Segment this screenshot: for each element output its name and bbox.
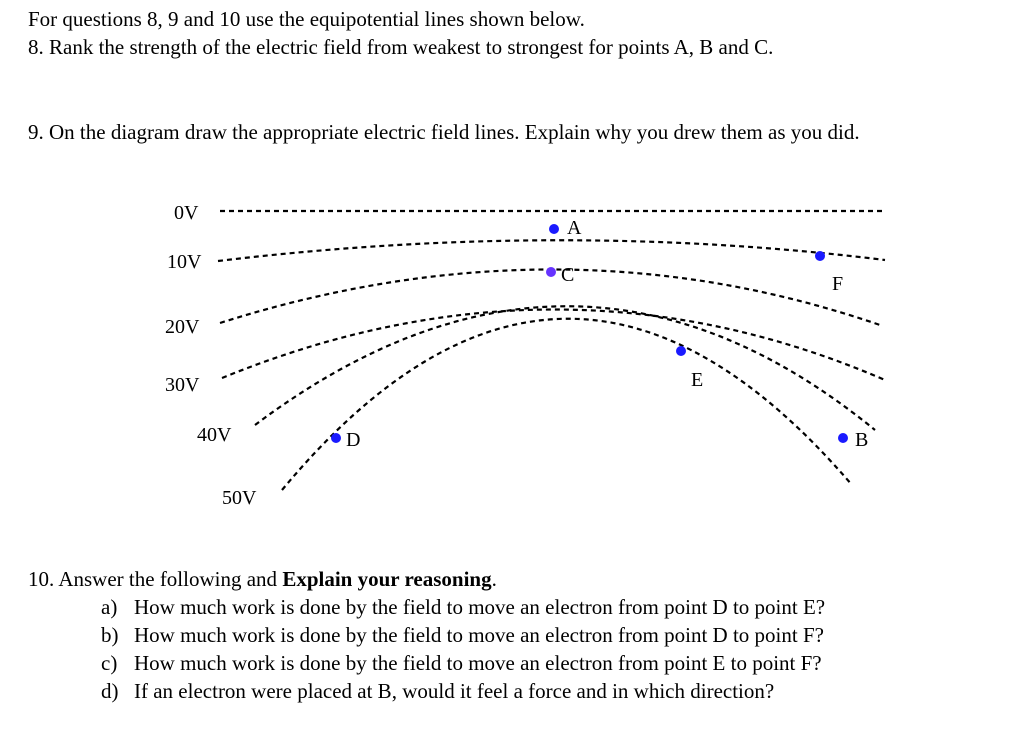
point-e-dot: [676, 346, 686, 356]
question-10a-label: a): [101, 595, 118, 619]
question-10d-label: d): [101, 679, 119, 703]
question-10a-text: How much work is done by the field to move an electron from point D to point E?: [134, 595, 826, 619]
point-f-dot: [815, 251, 825, 261]
point-b-dot: [838, 433, 848, 443]
label-20v: 20V: [165, 316, 200, 338]
question-10b-text: How much work is done by the field to move an electron from point D to point F?: [134, 623, 824, 647]
equipotential-line-40v: [255, 306, 875, 430]
label-40v: 40V: [197, 424, 232, 446]
question-10b-label: b): [101, 623, 119, 647]
point-a-dot: [549, 224, 559, 234]
question-10-text: Answer the following and: [58, 567, 283, 591]
label-30v: 30V: [165, 374, 200, 396]
question-10-number: 10.: [28, 567, 55, 591]
equipotential-line-50v: [282, 319, 852, 490]
label-50v: 50V: [222, 487, 257, 509]
question-8-text: Rank the strength of the electric field from weakest to strongest for points A, B and C.: [49, 35, 774, 59]
equipotential-line-10v: [218, 240, 885, 261]
question-10: [28, 567, 497, 591]
question-9-text: On the diagram draw the appropriate electric field lines. Explain why you drew them as you did.: [49, 120, 860, 144]
question-10c-label: c): [101, 651, 118, 675]
point-b-label: B: [855, 429, 869, 451]
equipotential-line-30v: [222, 309, 885, 380]
equipotential-line-20v: [220, 269, 880, 325]
point-e-label: E: [691, 369, 704, 391]
point-c-label: C: [561, 264, 575, 286]
question-10d-text: If an electron were placed at B, would it feel a force and in which direction?: [134, 679, 775, 703]
question-10-emphasis: Explain your reasoning: [282, 567, 492, 591]
question-10c-text: How much work is done by the field to move an electron from point E to point F?: [134, 651, 822, 675]
question-9-number: 9.: [28, 120, 44, 144]
label-10v: 10V: [167, 251, 202, 273]
question-8-number: 8.: [28, 35, 44, 59]
point-c-dot: [546, 267, 556, 277]
point-a-label: A: [567, 217, 582, 239]
point-d-label: D: [346, 429, 361, 451]
point-d-dot: [331, 433, 341, 443]
intro-text: For questions 8, 9 and 10 use the equipotential lines shown below.: [28, 7, 585, 31]
label-0v: 0V: [174, 202, 199, 224]
point-f-label: F: [832, 273, 844, 295]
question-10-period: .: [491, 567, 497, 591]
